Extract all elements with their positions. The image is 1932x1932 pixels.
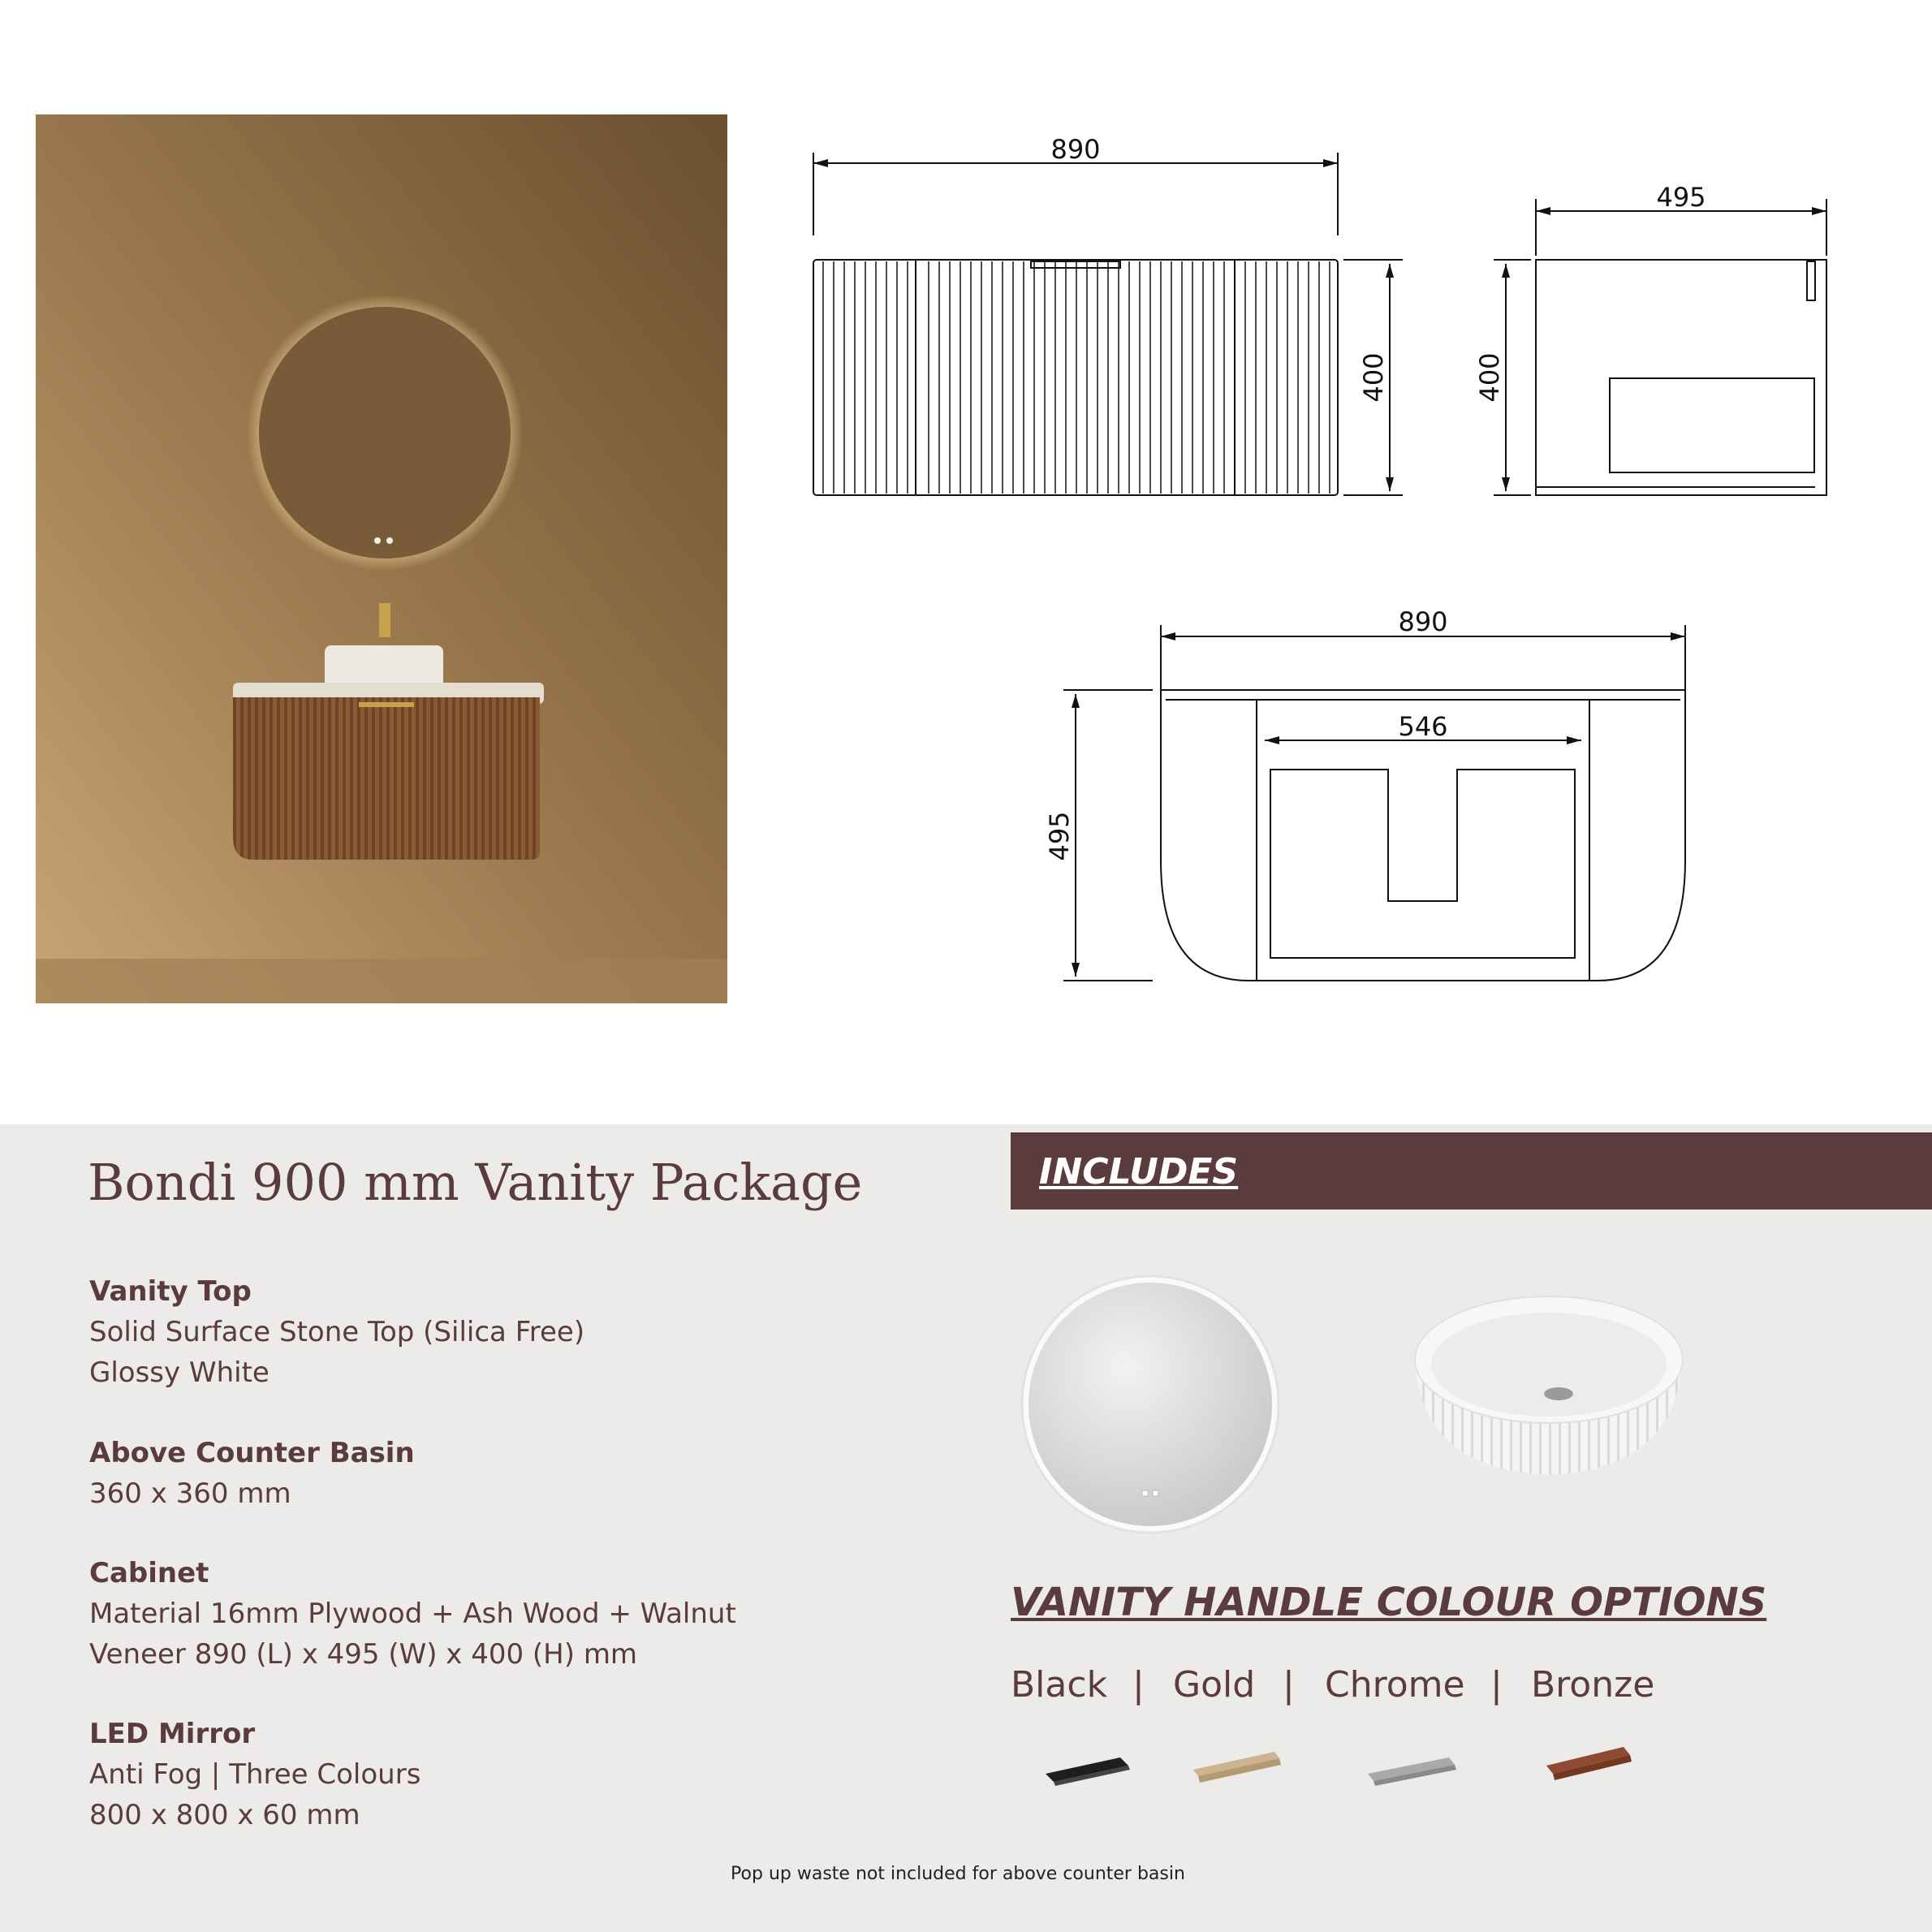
spec-heading: Cabinet <box>89 1557 209 1589</box>
spec-line: Anti Fog | Three Colours <box>89 1758 421 1791</box>
technical-drawings <box>796 122 1835 998</box>
handle-black-swatch[interactable] <box>1046 1757 1130 1786</box>
product-photo <box>36 114 727 1003</box>
spec-heading: LED Mirror <box>89 1718 256 1750</box>
spec-cabinet <box>89 1553 942 1675</box>
spec-line: 360 x 360 mm <box>89 1477 291 1510</box>
colour-bronze: Bronze <box>1531 1664 1655 1706</box>
colour-chrome: Chrome <box>1325 1664 1465 1706</box>
spec-led-mirror <box>89 1714 942 1835</box>
spec-line: Veneer 890 (L) x 495 (W) x 400 (H) mm <box>89 1638 638 1671</box>
handle-chrome-swatch[interactable] <box>1368 1757 1456 1786</box>
spec-line: Glossy White <box>89 1356 270 1389</box>
front-width-label: 890 <box>1050 134 1101 165</box>
spec-line: Solid Surface Stone Top (Silica Free) <box>89 1316 585 1348</box>
spec-vanity-top <box>89 1271 942 1393</box>
spec-heading: Above Counter Basin <box>89 1437 415 1469</box>
top-width-label: 890 <box>1398 606 1448 637</box>
footnote: Pop up waste not included for above counter basin <box>731 1864 1185 1884</box>
side-depth-label: 495 <box>1656 182 1706 213</box>
separator: | <box>1132 1664 1145 1706</box>
top-depth-label: 495 <box>1044 811 1075 861</box>
includes-label: INCLUDES <box>1039 1151 1239 1192</box>
spec-line: 800 x 800 x 60 mm <box>89 1799 360 1831</box>
colour-gold: Gold <box>1173 1664 1256 1706</box>
spec-basin <box>89 1433 942 1514</box>
separator: | <box>1490 1664 1503 1706</box>
handle-bronze-swatch[interactable] <box>1546 1747 1632 1780</box>
handle-options-title: VANITY HANDLE COLOUR OPTIONS <box>1011 1580 1767 1625</box>
spec-line: Material 16mm Plywood + Ash Wood + Walnut <box>89 1598 736 1630</box>
top-inner-width-label: 546 <box>1398 711 1448 742</box>
front-height-label: 400 <box>1358 352 1389 403</box>
handle-gold-swatch[interactable] <box>1193 1752 1281 1783</box>
handle-swatches <box>1039 1737 1640 1802</box>
led-mirror-image <box>1019 1273 1283 1537</box>
separator: | <box>1283 1664 1295 1706</box>
colour-black: Black <box>1011 1664 1108 1706</box>
side-height-label: 400 <box>1474 352 1505 403</box>
page-title: Bondi 900 mm Vanity Package <box>88 1153 863 1212</box>
spec-heading: Vanity Top <box>89 1275 252 1308</box>
basin-image <box>1412 1295 1684 1486</box>
